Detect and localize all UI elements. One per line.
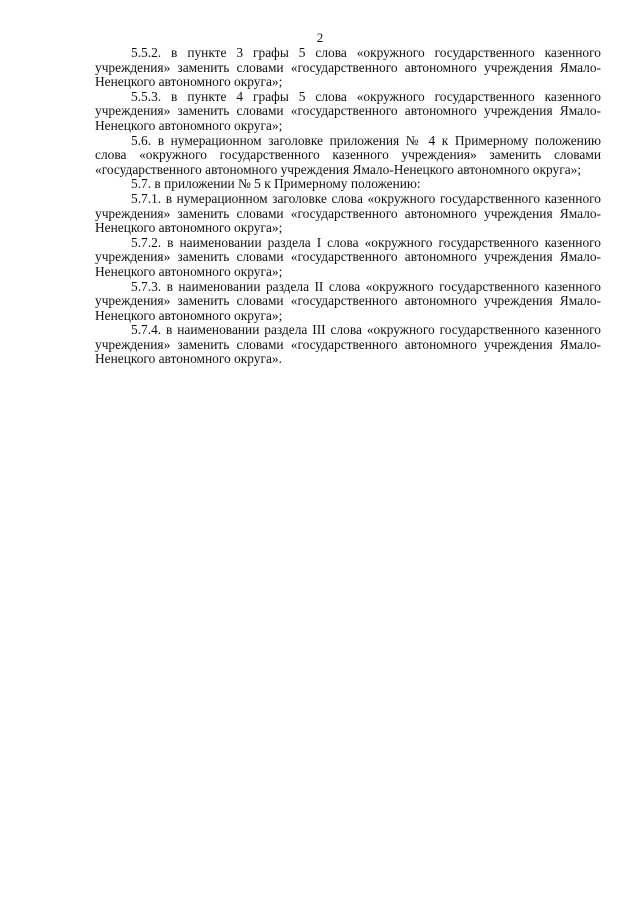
page-number: 2 (316, 30, 324, 45)
paragraph-5-5-3: 5.5.3. в пункте 4 графы 5 слова «окружного государственного казенного учреждения» заменить словами «государственного автономного учреждения Ямало-Ненецкого автономного округа»; (95, 88, 601, 133)
document-body (95, 46, 601, 367)
paragraph-5-7-2: 5.7.2. в наименовании раздела I слова «окружного государственного казенного учреждения» заменить словами «государственного автономного учреждения Ямало-Ненецкого автономного округа»; (95, 234, 601, 279)
paragraph-5-7-1: 5.7.1. в нумерационном заголовке слова «окружного государственного казенного учреждения» заменить словами «государственного автономного учреждения Ямало-Ненецкого автономного округа»; (95, 190, 601, 236)
paragraph-5-7-3: 5.7.3. в наименовании раздела II слова «окружного государственного казенного учреждения» заменить словами «государственного автономного учреждения Ямало-Ненецкого автономного округа»; (95, 278, 601, 323)
paragraph-5-7: 5.7. в приложении № 5 к Примерному положению: (131, 176, 421, 192)
paragraph-5-5-2: 5.5.2. в пункте 3 графы 5 слова «окружного государственного казенного учреждения» заменить словами «государственного автономного учреждения Ямало-Ненецкого автономного округа»; (95, 45, 601, 90)
paragraph-5-7-4: 5.7.4. в наименовании раздела III слова «окружного государственного казенного учреждения» заменить словами «государственного автономного учреждения Ямало-Ненецкого автономного округа». (95, 322, 601, 367)
paragraph-5-6: 5.6. в нумерационном заголовке приложения № 4 к Примерному положению слова «окружного государственного казенного учреждения» заменить словами «государственного автономного учреждения Ямало-Ненецкого автономного округа»; (95, 132, 601, 177)
